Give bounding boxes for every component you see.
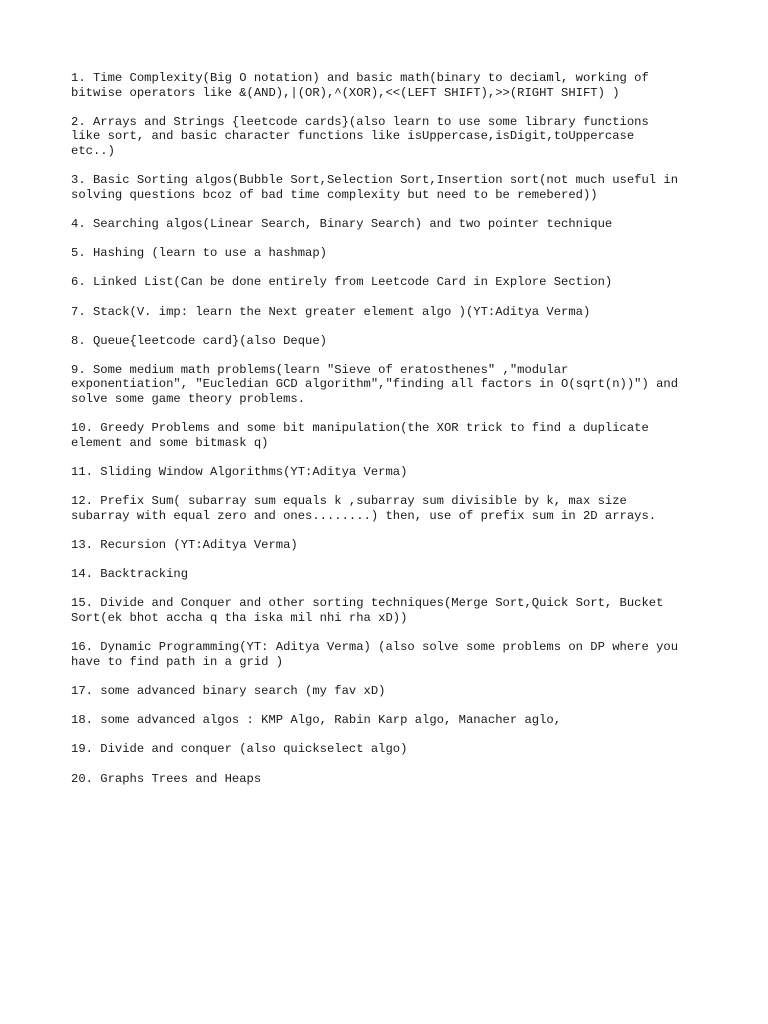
- list-item: 8. Queue{leetcode card}(also Deque): [71, 333, 327, 348]
- list-item: 10. Greedy Problems and some bit manipulation(the XOR trick to find a duplicate element and some bitmask q): [71, 421, 649, 450]
- list-item: 17. some advanced binary search (my fav xD): [71, 683, 386, 698]
- list-item: 14. Backtracking: [71, 567, 189, 582]
- list-item: 18. some advanced algos : KMP Algo, Rabin Karp algo, Manacher aglo,: [71, 713, 562, 728]
- list-item: 5. Hashing (learn to use a hashmap): [71, 246, 327, 261]
- list-item: 12. Prefix Sum( subarray sum equals k ,subarray sum divisible by k, max size subarray with equal zero and ones........) then, use of prefix sum in 2D arrays.: [71, 494, 657, 523]
- list-item: 16. Dynamic Programming(YT: Aditya Verma) (also solve some problems on DP where you have to find path in a grid ): [71, 640, 679, 669]
- list-item: 2. Arrays and Strings {leetcode cards}(also learn to use some library functions like sort, and basic character functions like isUppercase,isDigit,toUppercase etc..): [71, 114, 649, 158]
- list-item: 4. Searching algos(Linear Search, Binary Search) and two pointer technique: [71, 216, 613, 231]
- list-item: 7. Stack(V. imp: learn the Next greater element algo )(YT:Aditya Verma): [71, 304, 591, 319]
- list-item: 11. Sliding Window Algorithms(YT:Aditya Verma): [71, 465, 408, 480]
- list-item: 19. Divide and conquer (also quickselect algo): [71, 742, 408, 757]
- list-item: 1. Time Complexity(Big O notation) and basic math(binary to deciaml, working of bitwise operators like &(AND),|(OR),^(XOR),<<(LEFT SHIFT),>>(RIGHT SHIFT) ): [71, 71, 649, 100]
- list-item: 9. Some medium math problems(learn "Sieve of eratosthenes" ,"modular exponentiation", "Eucledian GCD algorithm","finding all factors in O(sqrt(n))") and solve some game theory problems.: [71, 362, 679, 407]
- list-item: 13. Recursion (YT:Aditya Verma): [71, 538, 298, 552]
- list-item: 15. Divide and Conquer and other sorting techniques(Merge Sort,Quick Sort, Bucket Sort(ek bhot accha q tha iska mil nhi rha xD)): [71, 596, 664, 625]
- topic-list: [71, 71, 711, 801]
- list-item: 3. Basic Sorting algos(Bubble Sort,Selection Sort,Insertion sort(not much useful in solving questions bcoz of bad time complexity but need to be remebered)): [71, 173, 679, 202]
- list-item: 20. Graphs Trees and Heaps: [71, 771, 262, 786]
- list-item: 6. Linked List(Can be done entirely from Leetcode Card in Explore Section): [71, 275, 613, 290]
